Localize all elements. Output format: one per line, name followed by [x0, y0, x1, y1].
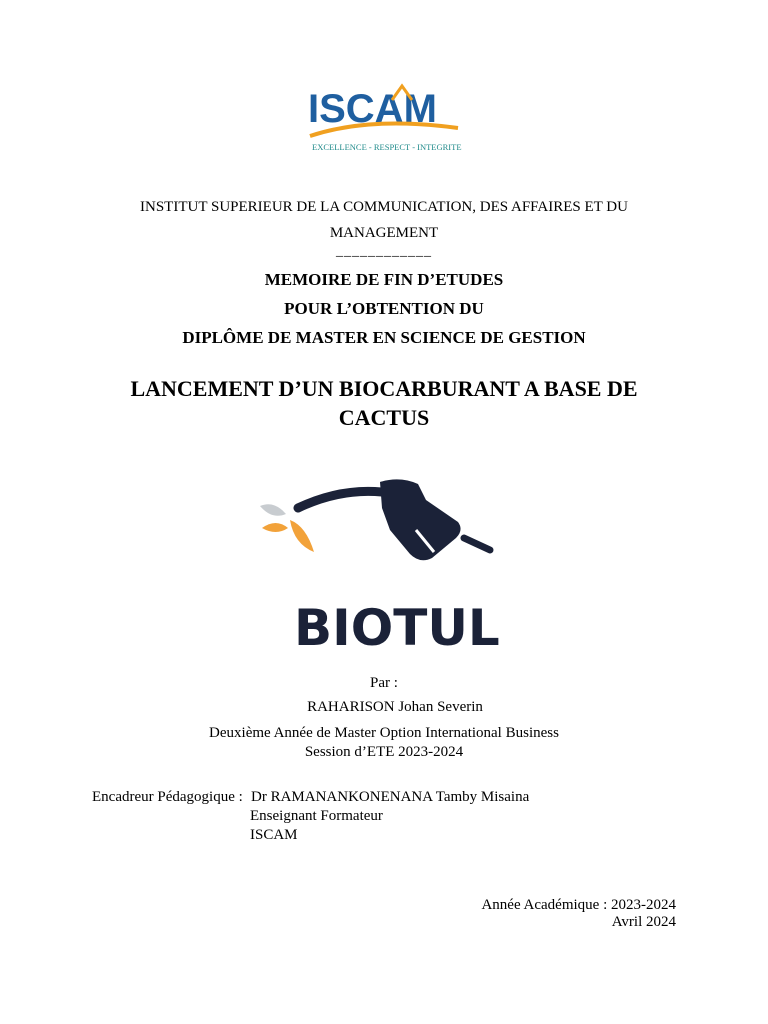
biotul-logo-text: BIOTUL	[294, 599, 500, 657]
supervisor-role: Enseignant Formateur	[250, 808, 383, 824]
academic-year: Année Académique : 2023-2024	[481, 897, 676, 913]
heading-diplome: DIPLÔME DE MASTER EN SCIENCE DE GESTION	[182, 328, 586, 347]
biotul-logo	[250, 470, 510, 660]
institute-name: INSTITUT SUPERIEUR DE LA COMMUNICATION, DES AFFAIRES ET DU MANAGEMENT	[140, 199, 628, 241]
author-name: RAHARISON Johan Severin	[307, 699, 483, 715]
thesis-title: LANCEMENT D’UN BIOCARBURANT A BASE DE CACTUS	[130, 376, 638, 430]
heading-obtention: POUR L’OBTENTION DU	[284, 299, 484, 318]
heading-memoire: MEMOIRE DE FIN D’ETUDES	[264, 270, 504, 289]
iscam-tagline: EXCELLENCE - RESPECT - INTEGRITE	[312, 142, 462, 152]
program-line: Deuxième Année de Master Option International Business	[209, 725, 559, 741]
iscam-logo	[300, 78, 470, 156]
separator: ____________	[336, 244, 432, 259]
iscam-logo-text: ISCAM	[308, 87, 437, 131]
supervisor-name: Dr RAMANANKONENANA Tamby Misaina	[251, 789, 530, 805]
fuel-nozzle-icon	[298, 479, 490, 560]
by-label: Par :	[370, 675, 398, 691]
supervisor-organization: ISCAM	[250, 827, 298, 843]
leaves-icon	[260, 504, 314, 552]
document-date: Avril 2024	[611, 914, 676, 930]
session-line: Session d’ETE 2023-2024	[304, 744, 464, 760]
supervisor-label: Encadreur Pédagogique :	[92, 789, 243, 805]
